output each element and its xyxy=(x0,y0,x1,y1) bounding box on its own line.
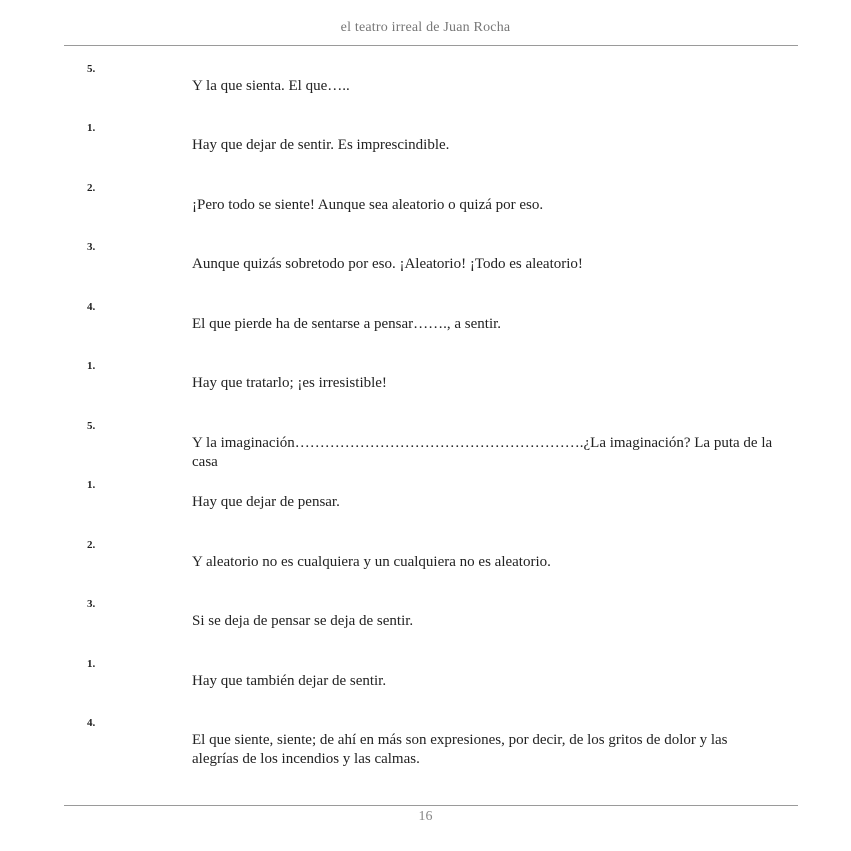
dialogue-line: El que siente, siente; de ahí en más son expresiones, por decir, de los gritos de dolor y las alegrías de los incendios y las calmas. xyxy=(192,732,728,767)
speaker-number: 5. xyxy=(87,420,96,432)
dialogue-line: Hay que dejar de sentir. Es imprescindible. xyxy=(192,137,450,153)
dialogue-line: Hay que también dejar de sentir. xyxy=(192,673,387,689)
footer-divider xyxy=(64,805,798,806)
speaker-number: 3. xyxy=(87,241,96,253)
speaker-number: 1. xyxy=(87,360,96,372)
dialogue-line: ¡Pero todo se siente! Aunque sea aleatorio o quizá por eso. xyxy=(192,197,544,213)
dialogue-line: Y aleatorio no es cualquiera y un cualquiera no es aleatorio. xyxy=(192,554,551,570)
speaker-number: 1. xyxy=(87,658,96,670)
page-header-title: el teatro irreal de Juan Rocha xyxy=(340,20,511,35)
dialogue-line: El que pierde ha de sentarse a pensar……., a sentir. xyxy=(192,316,502,332)
dialogue-line: Y la imaginación………………………………………………….¿La imaginación? La puta de la casa xyxy=(192,435,773,470)
dialogue-line: Hay que tratarlo; ¡es irresistible! xyxy=(192,375,387,391)
dialogue-line: Si se deja de pensar se deja de sentir. xyxy=(192,613,414,629)
speaker-number: 4. xyxy=(87,717,96,729)
dialogue-line: Hay que dejar de pensar. xyxy=(192,494,340,510)
speaker-number: 1. xyxy=(87,479,96,491)
dialogue-line: Y la que sienta. El que….. xyxy=(192,78,350,94)
speaker-number: 2. xyxy=(87,182,96,194)
speaker-number: 2. xyxy=(87,539,96,551)
page-number: 16 xyxy=(418,809,433,824)
dialogue-line: Aunque quizás sobretodo por eso. ¡Aleatorio! ¡Todo es aleatorio! xyxy=(192,256,583,272)
speaker-number: 1. xyxy=(87,122,96,134)
speaker-number: 4. xyxy=(87,301,96,313)
speaker-number: 5. xyxy=(87,63,96,75)
speaker-number: 3. xyxy=(87,598,96,610)
